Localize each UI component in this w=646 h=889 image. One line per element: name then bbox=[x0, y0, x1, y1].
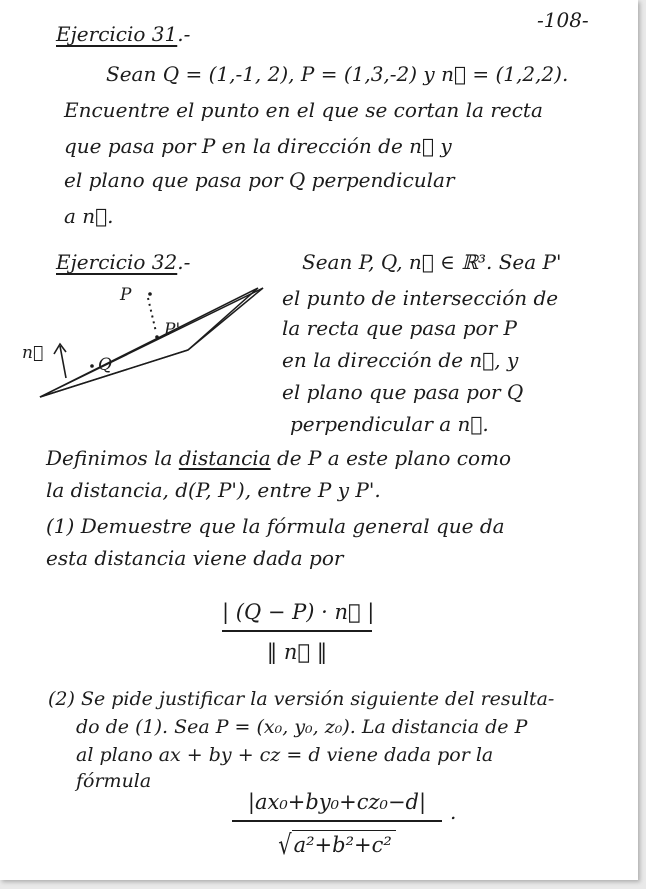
formula-1-fraction-bar bbox=[222, 630, 372, 632]
exercise-32-suffix: .- bbox=[177, 250, 191, 274]
part1-line-2: esta distancia viene dada por bbox=[46, 546, 344, 570]
point-p-dot bbox=[148, 292, 152, 296]
ex32-line-3: la recta que pasa por P bbox=[282, 316, 517, 340]
sqrt-icon: √ bbox=[278, 829, 292, 861]
exercise-32-title: Ejercicio 32 bbox=[56, 250, 178, 274]
exercise-31-suffix: .- bbox=[177, 22, 191, 46]
ex32-line-5: el plano que pasa por Q bbox=[282, 380, 524, 404]
part2-line-3: al plano ax + by + cz = d viene dada por la bbox=[76, 744, 494, 766]
ex31-line-3: que pasa por P en la dirección de n⃗ y bbox=[64, 134, 452, 158]
ex31-line-5: a n⃗. bbox=[64, 204, 114, 228]
ex31-line-4: el plano que pasa por Q perpendicular bbox=[64, 168, 455, 192]
ex32-line-1: Sean P, Q, n⃗ ∈ ℝ³. Sea P' bbox=[302, 250, 562, 274]
label-q: Q bbox=[98, 355, 112, 375]
formula-1-denominator: ‖ n⃗ ‖ bbox=[266, 640, 328, 664]
ex31-line-1: Sean Q = (1,-1, 2), P = (1,3,-2) y n⃗ = (1,2,2). bbox=[106, 62, 569, 86]
label-n: n⃗ bbox=[22, 343, 44, 363]
plane-edge-top bbox=[40, 288, 263, 397]
part2-line-2: do de (1). Sea P = (x₀, y₀, z₀). La distancia de P bbox=[76, 716, 528, 738]
formula-2-period: . bbox=[450, 800, 457, 824]
definition-rest: de P a este plano como bbox=[276, 446, 512, 470]
exercise-32-heading bbox=[56, 252, 190, 272]
part2-line-1: (2) Se pide justificar la versión siguiente del resulta- bbox=[48, 688, 555, 710]
point-q-dot bbox=[90, 364, 94, 368]
distance-formula-coordinates bbox=[232, 790, 442, 861]
formula-2-numerator: |ax₀+by₀+cz₀−d| bbox=[247, 790, 427, 814]
label-p: P bbox=[120, 285, 132, 305]
definition-term: distancia bbox=[178, 446, 271, 470]
exercise-31-heading bbox=[56, 24, 190, 44]
p-to-pprime-dashed bbox=[148, 298, 156, 332]
part2-line-4: fórmula bbox=[76, 770, 152, 792]
definition-line-2: la distancia, d(P, P'), entre P y P'. bbox=[46, 478, 381, 502]
label-p-prime: P' bbox=[164, 320, 181, 340]
formula-2-radicand: a²+b²+c² bbox=[292, 830, 396, 857]
distance-formula-vector bbox=[222, 600, 375, 664]
ex31-line-2: Encuentre el punto en el que se cortan la recta bbox=[64, 98, 543, 122]
definition-intro: Definimos la bbox=[46, 446, 173, 470]
definition-line-1 bbox=[46, 448, 511, 468]
formula-1-numerator: | (Q − P) · n⃗ | bbox=[222, 600, 375, 624]
point-pprime-dot bbox=[155, 335, 159, 339]
ex32-line-6: perpendicular a n⃗. bbox=[290, 412, 489, 436]
part1-line-1: (1) Demuestre que la fórmula general que da bbox=[46, 514, 505, 538]
exercise-31-title: Ejercicio 31 bbox=[56, 22, 178, 46]
page-number: -108- bbox=[537, 8, 589, 32]
ex32-line-2: el punto de intersección de bbox=[282, 286, 559, 310]
formula-2-denominator bbox=[232, 829, 442, 861]
formula-2-fraction-bar bbox=[232, 820, 442, 822]
ex32-line-4: en la dirección de n⃗, y bbox=[282, 348, 519, 372]
plane-diagram bbox=[18, 280, 278, 410]
